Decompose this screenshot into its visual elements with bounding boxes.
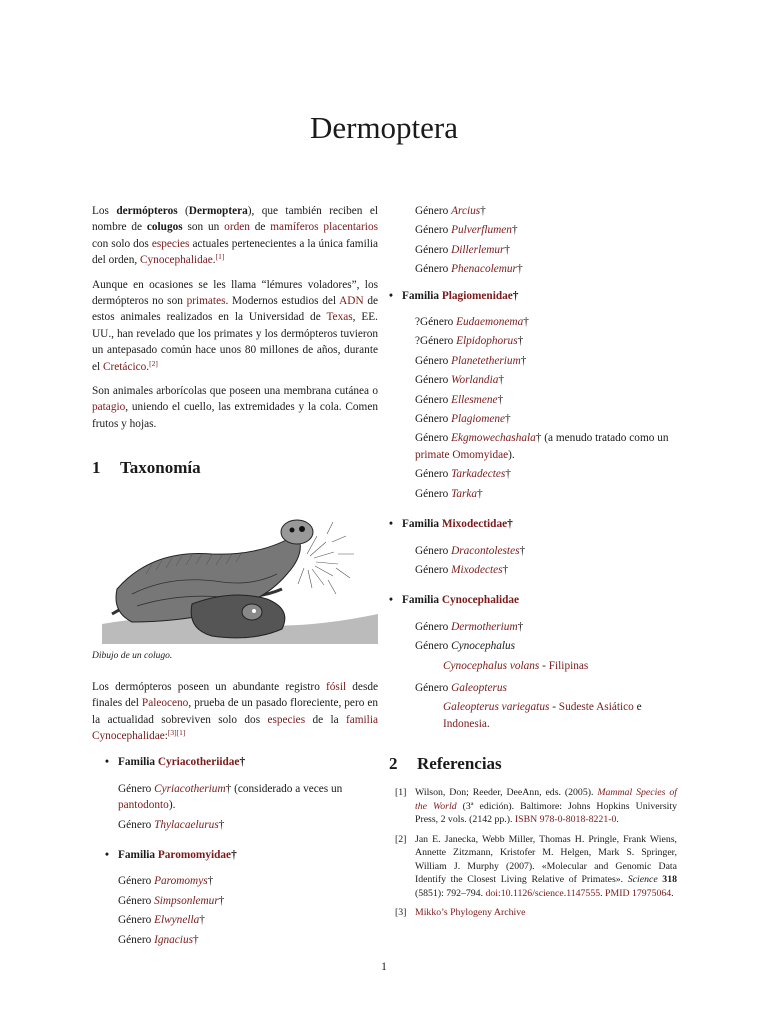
wiki-link[interactable]: patagio <box>92 401 126 414</box>
wiki-link[interactable]: ISBN 978-0-8018-8221-0 <box>514 814 617 826</box>
text-run: desde finales del <box>92 680 378 710</box>
text-run: Género <box>415 487 452 500</box>
wiki-link[interactable]: Simpsonlemur <box>154 894 219 907</box>
text-run: Familia <box>402 594 442 607</box>
genera-continued-list <box>389 203 677 278</box>
text-run: Género <box>118 782 155 795</box>
families-left-list <box>92 754 378 948</box>
wiki-link[interactable]: orden <box>224 221 250 234</box>
colugo-drawing-icon <box>92 494 378 644</box>
text-run: Género <box>415 640 452 653</box>
figure-caption: Dibujo de un colugo. <box>92 651 173 662</box>
text-run: † <box>218 818 225 831</box>
text-run: † <box>519 544 526 557</box>
text-run: ). <box>508 448 515 461</box>
text-run: Género <box>415 563 452 576</box>
text-run: (3ª edición). Baltimore: Johns Hopkins University Press, 2 vols. (2142 pp.). <box>415 800 678 826</box>
species-item <box>443 699 677 732</box>
genus-item <box>118 932 378 948</box>
wiki-link[interactable]: Elwynella <box>154 914 200 927</box>
family-heading <box>92 754 378 770</box>
wiki-link[interactable]: Mixodectes <box>451 563 503 576</box>
text-run: † <box>497 393 504 406</box>
citation-link[interactable]: [1] <box>176 727 186 737</box>
text-run: 318 <box>662 874 677 886</box>
wiki-link[interactable]: Filipinas <box>548 659 589 672</box>
text-run: † <box>517 620 524 633</box>
colugo-illustration <box>92 494 378 644</box>
genus-item <box>415 333 677 349</box>
wiki-link[interactable]: Dillerlemur <box>451 243 505 256</box>
text-run: Jan E. Janecka, Webb Miller, Thomas H. Pringle, Frank Wiens, Annette Zitzmann, Kristofer M. Helgen, Mark S. Springer, William J. Murphy (2007). «Molecular and Genomic Data Identify the Closest Living Relative of Primates». <box>415 833 677 886</box>
genus-item <box>415 242 677 258</box>
wiki-link[interactable]: Arcius <box>451 205 481 217</box>
wiki-link[interactable]: especies <box>267 713 306 726</box>
family-heading <box>389 516 677 532</box>
wiki-link[interactable]: Ignacius <box>154 933 193 946</box>
text-run: † <box>199 914 205 927</box>
genus-list <box>92 873 378 948</box>
page-title: Dermoptera <box>309 110 459 145</box>
text-run: de <box>249 221 271 234</box>
bullet-icon: • <box>105 848 109 861</box>
text-run: Género <box>118 933 155 946</box>
text-run: - <box>549 701 559 714</box>
bullet-icon: • <box>105 756 109 769</box>
text-run: ?Género <box>415 335 457 348</box>
wiki-link[interactable]: Cyriacotheriidae <box>157 756 240 769</box>
text-run: ), que también reciben el nombre de <box>92 205 378 234</box>
wiki-link[interactable]: Cyriacotherium <box>154 782 226 795</box>
wiki-link[interactable]: Phenacolemur <box>451 263 517 276</box>
text-run: - <box>539 659 549 672</box>
wiki-link[interactable]: Ellesmene <box>451 393 498 406</box>
text-run: Género <box>415 432 452 445</box>
text-run: Género <box>415 374 452 387</box>
text-run: . <box>616 814 619 826</box>
taxonomy-paragraph <box>92 679 378 745</box>
text-run: † <box>218 894 225 907</box>
text-run: Cynocephalus <box>451 640 516 653</box>
text-run: Wilson, Don; Reeder, DeeAnn, eds. (2005). <box>415 787 598 799</box>
text-run: Género <box>415 205 452 217</box>
text-run: Género <box>118 818 155 831</box>
page-number: 1 <box>381 961 387 973</box>
wiki-link[interactable]: Sudeste Asiático <box>558 701 634 714</box>
genus-item <box>118 893 378 909</box>
wiki-link[interactable]: Cynocephalidae <box>441 594 520 607</box>
section-number: 2 <box>389 754 398 774</box>
genus-item <box>415 638 677 654</box>
text-run: colugos <box>146 221 183 234</box>
text-run: son un <box>182 221 225 234</box>
section-heading-taxonomia <box>92 458 378 478</box>
wiki-link[interactable]: Ekgmowechashala <box>451 432 536 445</box>
text-run: † (considerado a veces un <box>225 782 343 795</box>
species-item <box>443 658 677 674</box>
wiki-link[interactable]: Planetetherium <box>451 354 521 367</box>
text-run: Género <box>415 413 452 426</box>
text-run: actuales pertenecientes a la única familia del orden, <box>92 237 378 267</box>
wiki-link[interactable]: Plagiomene <box>451 413 506 426</box>
text-run: Los dermópteros poseen un abundante registro <box>92 680 327 693</box>
text-run: Familia <box>118 756 158 769</box>
family-heading <box>389 288 677 304</box>
text-run: Son animales arborícolas que poseen una membrana cutánea o <box>92 385 378 398</box>
text-run: Familia <box>118 848 158 861</box>
text-run: Género <box>415 354 452 367</box>
text-run: Género <box>415 243 452 256</box>
genus-item <box>118 912 378 928</box>
genus-item <box>415 392 677 408</box>
text-run: Género <box>415 263 452 276</box>
wiki-link[interactable]: Elpidophorus <box>456 335 518 348</box>
genus-item <box>415 466 677 482</box>
wiki-link[interactable]: Galeopterus variegatus <box>443 701 550 714</box>
genus-item <box>415 562 677 578</box>
genus-item <box>415 430 677 463</box>
text-run: : <box>164 729 168 742</box>
wiki-link[interactable]: Pulverflumen <box>451 224 512 237</box>
citation-link[interactable]: [3] <box>167 727 177 737</box>
wiki-link[interactable]: Cynocephalidae <box>140 254 213 267</box>
wiki-link[interactable]: Paromomys <box>154 875 208 888</box>
wiki-link[interactable]: Mikko’s Phylogeny Archive <box>415 907 526 919</box>
wiki-link[interactable]: primates <box>186 295 226 308</box>
text-run: † <box>507 518 513 531</box>
text-run: † <box>516 263 523 276</box>
text-run: Género <box>118 894 155 907</box>
text-run: Los <box>92 205 117 217</box>
bullet-icon: • <box>389 594 393 607</box>
genus-item <box>415 353 677 369</box>
text-run: † <box>207 875 214 888</box>
wiki-link[interactable]: Thylacaelurus <box>154 818 219 831</box>
genus-item <box>415 222 677 238</box>
wiki-link[interactable]: Tarkadectes <box>451 468 506 481</box>
wiki-link[interactable]: Mixodectidae <box>441 518 508 531</box>
wiki-link[interactable]: pantodonto <box>118 799 169 812</box>
text-run: Género <box>415 681 452 694</box>
section-heading-referencias <box>389 754 677 774</box>
text-run: Género <box>415 544 452 557</box>
wiki-link[interactable]: Worlandia <box>451 374 499 387</box>
wiki-link[interactable]: fósil <box>326 680 347 693</box>
wiki-link[interactable]: Paleoceno <box>141 697 189 710</box>
wiki-link[interactable]: Galeopterus <box>451 681 507 694</box>
text-run: Género <box>118 875 155 888</box>
genus-item <box>118 873 378 889</box>
text-run: Science <box>627 874 658 886</box>
text-run: ?Género <box>415 316 457 329</box>
genus-item <box>415 543 677 559</box>
wiki-link[interactable]: Tarka <box>451 487 478 500</box>
text-run: ( <box>177 205 189 217</box>
wiki-link[interactable]: Eudaemonema <box>456 316 524 329</box>
reference-number: [2] <box>395 833 407 845</box>
reference-number: [1] <box>395 787 407 799</box>
wiki-link[interactable]: Plagiomenidae <box>441 289 513 302</box>
text-run: † <box>480 205 486 217</box>
wiki-link[interactable]: doi:10.1126/science.1147555 <box>485 887 601 899</box>
wiki-link[interactable]: Paromomyidae <box>157 848 232 861</box>
section-title: Taxonomía <box>120 458 201 478</box>
wiki-link[interactable]: Mammal Species of the World <box>415 787 677 812</box>
genus-item <box>118 817 378 833</box>
genus-item <box>415 261 677 277</box>
wiki-link[interactable]: Dermotherium <box>451 620 518 633</box>
family-heading <box>389 592 677 608</box>
text-run: † <box>505 468 511 481</box>
text-run: de la <box>305 713 346 726</box>
right-column <box>389 203 677 926</box>
section-number: 1 <box>92 458 101 478</box>
reference-item <box>389 786 677 827</box>
wiki-link[interactable]: especies <box>151 237 190 250</box>
text-run: con solo dos <box>92 237 152 250</box>
genus-list <box>389 543 677 579</box>
text-run: Género <box>415 620 452 633</box>
intro-paragraph-3 <box>92 383 378 432</box>
text-run: , prueba de un pasado floreciente, pero en la actualidad sobreviven solo dos <box>92 697 379 726</box>
wiki-link[interactable]: primate Omomyidae <box>415 448 509 461</box>
text-run: † <box>502 563 509 576</box>
genus-item <box>415 411 677 427</box>
families-right-list <box>389 288 677 733</box>
wiki-link[interactable]: ADN <box>339 295 364 308</box>
text-run: † <box>523 316 529 329</box>
wiki-link[interactable]: Cretácico <box>102 360 147 373</box>
genus-item <box>415 486 677 502</box>
text-run: † <box>192 933 199 946</box>
family-heading <box>92 847 378 863</box>
citation-link[interactable]: [2] <box>149 358 158 368</box>
text-run: † <box>239 756 246 769</box>
text-run: † <box>505 413 511 426</box>
text-run: dermópteros <box>116 205 178 217</box>
wiki-link[interactable]: familia Cynocephalidae <box>92 713 378 742</box>
text-run: Familia <box>402 289 442 302</box>
genus-item <box>415 680 677 696</box>
wiki-link[interactable]: Cynocephalus volans <box>443 659 540 672</box>
reference-item <box>389 833 677 901</box>
text-run: Género <box>415 224 452 237</box>
wiki-link[interactable]: Texas <box>326 311 353 324</box>
text-run: de estos animales realizados en la Universidad de <box>92 295 378 324</box>
text-run: † <box>477 487 483 500</box>
section-title: Referencias <box>417 754 502 774</box>
genus-list <box>389 314 677 502</box>
genus-item <box>415 314 677 330</box>
text-run: . <box>671 887 674 899</box>
text-run: † <box>520 354 527 367</box>
wiki-link[interactable]: mamíferos placentarios <box>270 221 378 234</box>
genus-item <box>415 372 677 388</box>
wiki-link[interactable]: Indonesia <box>443 717 487 730</box>
text-run: † (a menudo tratado como un <box>535 432 669 445</box>
text-run: Familia <box>402 518 442 531</box>
citation-link[interactable]: [1] <box>215 252 225 262</box>
genus-item <box>415 203 677 219</box>
text-run: † <box>511 224 518 237</box>
reference-item <box>389 906 677 920</box>
text-run: , EE. UU., han revelado que los primates y los dermópteros tuvieron un antepasado común hace unos 80 millones de años, durante el <box>92 311 378 373</box>
wiki-link[interactable]: PMID 17975064 <box>605 887 672 899</box>
text-run: Aunque en ocasiones se les llama “lémures voladores”, los dermópteros no son <box>92 278 378 308</box>
intro-paragraph-2 <box>92 277 378 375</box>
bullet-icon: • <box>389 518 393 531</box>
text-run: † <box>498 374 505 387</box>
genus-item <box>415 619 677 635</box>
text-run: Género <box>415 468 452 481</box>
wiki-link[interactable]: Dracontolestes <box>451 544 520 557</box>
genus-item <box>118 781 378 814</box>
text-run: . <box>486 717 490 730</box>
text-run: e <box>633 701 642 714</box>
left-column <box>92 203 378 962</box>
bullet-icon: • <box>389 289 393 302</box>
text-run: . <box>600 887 606 899</box>
text-run: † <box>231 848 237 861</box>
genus-list <box>389 619 677 732</box>
text-run: Género <box>118 914 155 927</box>
text-run: Género <box>415 393 452 406</box>
text-run: † <box>504 243 511 256</box>
text-run: † <box>517 335 524 348</box>
reference-list <box>389 786 677 920</box>
text-run: . <box>146 360 150 373</box>
text-run: . <box>212 254 216 267</box>
text-run: † <box>512 289 519 302</box>
text-run: , uniendo el cuello, las extremidades y la cola. Comen frutos y hojas. <box>92 401 378 430</box>
text-run: . Modernos estudios del <box>225 295 340 308</box>
intro-paragraph-1 <box>92 203 378 269</box>
reference-number: [3] <box>395 907 407 919</box>
text-run: ). <box>168 799 176 812</box>
genus-list <box>92 781 378 833</box>
text-run: Dermoptera <box>188 205 248 217</box>
text-run: (5851): 792–794. <box>415 887 486 899</box>
